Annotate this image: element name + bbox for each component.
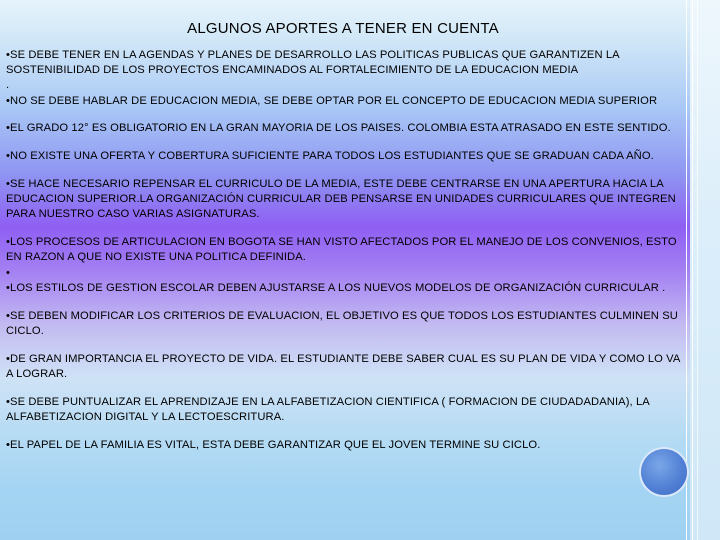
bullet-paragraph: •SE DEBEN MODIFICAR LOS CRITERIOS DE EVALUACION, EL OBJETIVO ES QUE TODOS LOS ESTUDIANTES CULMINEN SU CICLO. — [6, 309, 678, 337]
bullet-paragraph: •SE DEBE TENER EN LA AGENDAS Y PLANES DE DESARROLLO LAS POLITICAS PUBLICAS QUE GARANTIZEN LA SOSTENIBILIDAD DE LOS PROYECTOS ENCAMINADOS AL FORTALECIMIENTO DE LA EDUCACION MEDIA — [6, 49, 620, 77]
bullet-paragraph: •NO SE DEBE HABLAR DE EDUCACION MEDIA, SE DEBE OPTAR POR EL CONCEPTO DE EDUCACION MEDIA SUPERIOR — [6, 94, 658, 107]
bullet-paragraph: •SE HACE NECESARIO REPENSAR EL CURRICULO DE LA MEDIA, ESTE DEBE CENTRARSE EN UNA APERTURA HACIA LA EDUCACION SUPERIOR.LA ORGANIZACIÓN CURRICULAR DEB PENSARSE EN UNIDADES CURRICULARES QUE INTEGREN PARA NUESTRO CASO VARIAS ASIGNATURAS. — [6, 178, 676, 221]
decorative-side-strip — [690, 0, 720, 540]
slide-body — [6, 48, 684, 465]
bullet-paragraph: •SE DEBE PUNTUALIZAR EL APRENDIZAJE EN LA ALFABETIZACION CIENTIFICA ( FORMACION DE CIUDADADANIA), LA ALFABETIZACION DIGITAL Y LA LECTOESCRITURA. — [6, 395, 650, 423]
decorative-circle — [641, 449, 687, 495]
bullet-paragraph: •EL GRADO 12° ES OBLIGATORIO EN LA GRAN MAYORIA DE LOS PAISES. COLOMBIA ESTA ATRASADO EN ESTE SENTIDO. — [6, 122, 671, 135]
decorative-line — [686, 0, 687, 540]
decorative-line — [697, 0, 698, 540]
bullet-paragraph: •NO EXISTE UNA OFERTA Y COBERTURA SUFICIENTE PARA TODOS LOS ESTUDIANTES QUE SE GRADUAN CADA AÑO. — [6, 150, 654, 163]
decorative-line — [692, 0, 693, 540]
bullet-paragraph: •DE GRAN IMPORTANCIA EL PROYECTO DE VIDA. EL ESTUDIANTE DEBE SABER CUAL ES SU PLAN DE VIDA Y COMO LO VA A LOGRAR. — [6, 352, 680, 380]
slide-title: ALGUNOS APORTES A TENER EN CUENTA — [187, 20, 499, 37]
bullet-paragraph: •LOS ESTILOS DE GESTION ESCOLAR DEBEN AJUSTARSE A LOS NUEVOS MODELOS DE ORGANIZACIÓN CURRICULAR . — [6, 281, 666, 294]
bullet-paragraph: •EL PAPEL DE LA FAMILIA ES VITAL, ESTA DEBE GARANTIZAR QUE EL JOVEN TERMINE SU CICLO. — [6, 438, 541, 451]
empty-bullet: • — [6, 266, 11, 279]
stray-dot: . — [6, 79, 10, 92]
bullet-paragraph: •LOS PROCESOS DE ARTICULACION EN BOGOTA SE HAN VISTO AFECTADOS POR EL MANEJO DE LOS CONVENIOS, ESTO EN RAZON A QUE NO EXISTE UNA POLITICA DEFINIDA. — [6, 236, 677, 264]
